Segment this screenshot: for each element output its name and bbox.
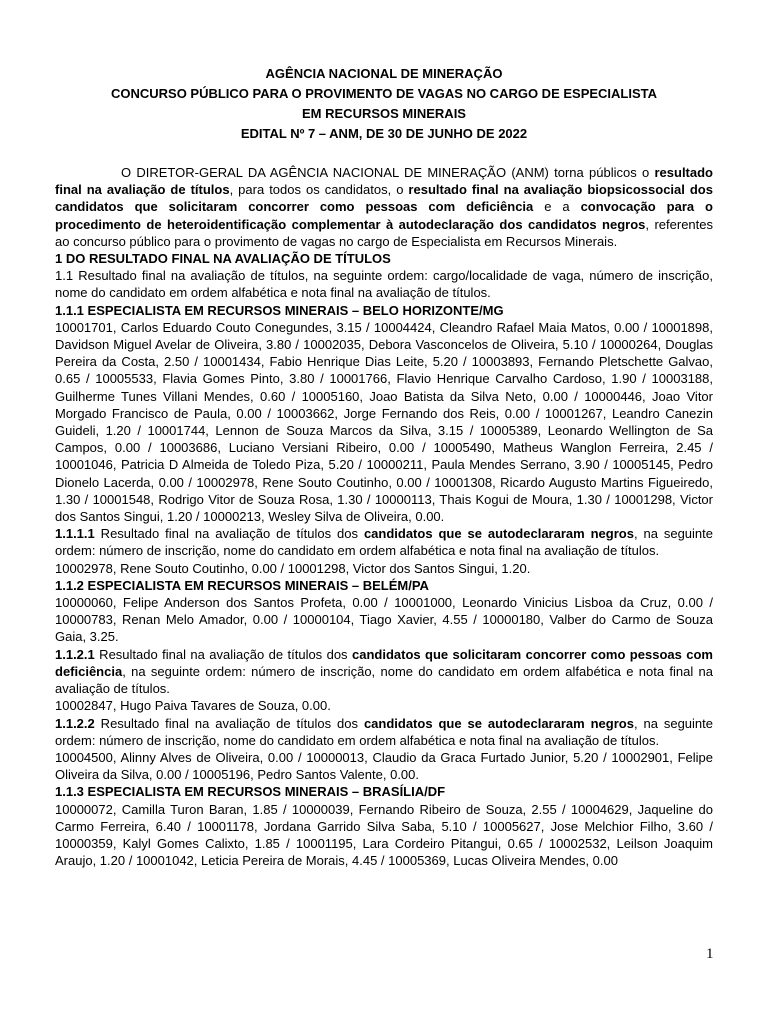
paragraph-1-1-2-2: 1.1.2.2 Resultado final na avaliação de títulos dos candidatos que se autodeclararam negros, na seguinte ordem: número de inscrição, nome do candidato em ordem alfabética e nota final na avaliação de títulos.	[55, 715, 713, 748]
list-1-1-1: 10001701, Carlos Eduardo Couto Conegundes, 3.15 / 10004424, Cleandro Rafael Maia Matos, 0.00 / 10001898, Davidson Miguel Avelar de Oliveira, 3.80 / 10002035, Debora Vasconcelos de Oliveira, 5.10 / 10000264, Douglas Pereira da Costa, 2.50 / 10001434, Fabio Henrique Dias Leite, 5.20 / 10003893, Fernando Pletschette Galvao, 0.65 / 10005533, Flavia Gomes Pinto, 3.80 / 10001766, Flavio Henrique Carvalho Cardoso, 1.90 / 10003188, Guilherme Tunes Villani Mendes, 0.60 / 10005160, Joao Batista da Silva Neto, 0.00 / 10000446, Joao Vitor Morgado Francisco de Paula, 0.00 / 10003662, Jorge Fernando dos Reis, 0.00 / 10001267, Leandro Canezin Guideli, 1.20 / 10001744, Lennon de Souza Marcos da Silva, 3.15 / 10005389, Leonardo Wellington de Sa Campos, 0.00 / 10003686, Luciano Versiani Ribeiro, 0.00 / 10005490, Matheus Wanglon Ferreira, 2.45 / 10001046, Patricia D Almeida de Toledo Piza, 5.20 / 10000211, Paula Mendes Serrano, 3.90 / 10005145, Pedro Dionelo Lacerda, 0.00 / 10002978, Rene Souto Coutinho, 0.00 / 10001308, Ricardo Augusto Martins Figueiredo, 1.30 / 10001548, Rodrigo Vitor de Souza Rosa, 1.30 / 10000113, Thais Kogui de Moura, 1.30 / 10001298, Victor dos Santos Singui, 1.20 / 10000213, Wesley Silva de Oliveira, 0.00.	[55, 319, 713, 525]
page-number: 1	[706, 946, 714, 962]
heading-1-1-1: 1.1.1 ESPECIALISTA EM RECURSOS MINERAIS – BELO HORIZONTE/MG	[55, 302, 504, 318]
document-page	[55, 64, 713, 869]
agency-title: AGÊNCIA NACIONAL DE MINERAÇÃO	[265, 66, 503, 81]
heading-1-1-3: 1.1.3 ESPECIALISTA EM RECURSOS MINERAIS – BRASÍLIA/DF	[55, 784, 446, 800]
position-title: EM RECURSOS MINERAIS	[302, 106, 466, 121]
list-1-1-2: 10000060, Felipe Anderson dos Santos Profeta, 0.00 / 10001000, Leonardo Vinicius Lisboa da Cruz, 0.00 / 10000783, Renan Melo Amador, 0.00 / 10000104, Tiago Xavier, 4.55 / 10000180, Valber do Carmo de Souza Gaia, 3.25.	[55, 595, 713, 645]
paragraph-1-1-2-1: 1.1.2.1 Resultado final na avaliação de títulos dos candidatos que solicitaram concorrer como pessoas com deficiência, na seguinte ordem: número de inscrição, nome do candidato em ordem alfabética e nota final na avaliação de títulos.	[55, 646, 713, 697]
document-header	[55, 64, 713, 144]
edital-title: EDITAL Nº 7 – ANM, DE 30 DE JUNHO DE 2022	[240, 126, 528, 141]
list-1-1-3: 10000072, Camilla Turon Baran, 1.85 / 10000039, Fernando Ribeiro de Souza, 2.55 / 10004629, Jaqueline do Carmo Ferreira, 6.40 / 10001178, Jordana Garrido Silva Saba, 5.10 / 10005627, Jose Melchior Filho, 3.60 / 10000359, Kalyl Gomes Calixto, 1.85 / 10001195, Lara Cordeiro Pitangui, 0.65 / 10002532, Leilson Joaquim Araujo, 1.20 / 10001042, Leticia Pereira de Morais, 4.45 / 10005369, Lucas Oliveira Mendes, 0.00	[55, 801, 713, 869]
heading-1-1-2: 1.1.2 ESPECIALISTA EM RECURSOS MINERAIS – BELÉM/PA	[55, 577, 429, 593]
paragraph-1-1: 1.1 Resultado final na avaliação de títulos, na seguinte ordem: cargo/localidade de vaga, número de inscrição, nome do candidato em ordem alfabética e nota final na avaliação de títulos.	[55, 268, 713, 301]
list-1-1-2-2: 10004500, Alinny Alves de Oliveira, 0.00 / 10000013, Claudio da Graca Furtado Junior, 5.20 / 10002901, Felipe Oliveira da Silva, 0.00 / 10005196, Pedro Santos Valente, 0.00.	[55, 749, 713, 783]
list-1-1-2-1: 10002847, Hugo Paiva Tavares de Souza, 0.00.	[55, 698, 331, 714]
contest-title: CONCURSO PÚBLICO PARA O PROVIMENTO DE VAGAS NO CARGO DE ESPECIALISTA	[110, 86, 658, 101]
intro-paragraph: O DIRETOR-GERAL DA AGÊNCIA NACIONAL DE MINERAÇÃO (ANM) torna públicos o resultado final na avaliação de títulos, para todos os candidatos, o resultado final na avaliação biopsicossocial dos candidatos que solicitaram concorrer como pessoas com deficiência e a convocação para o procedimento de heteroidentificação complementar à autodeclaração dos candidatos negros, referentes ao concurso público para o provimento de vagas no cargo de Especialista em Recursos Minerais.	[55, 165, 713, 249]
section-1-heading: 1 DO RESULTADO FINAL NA AVALIAÇÃO DE TÍTULOS	[55, 251, 391, 267]
paragraph-1-1-1-1: 1.1.1.1 Resultado final na avaliação de títulos dos candidatos que se autodeclararam negros, na seguinte ordem: número de inscrição, nome do candidato em ordem alfabética e nota final na avaliação de títulos.	[55, 526, 713, 559]
list-1-1-1-1: 10002978, Rene Souto Coutinho, 0.00 / 10001298, Victor dos Santos Singui, 1.20.	[55, 560, 531, 576]
